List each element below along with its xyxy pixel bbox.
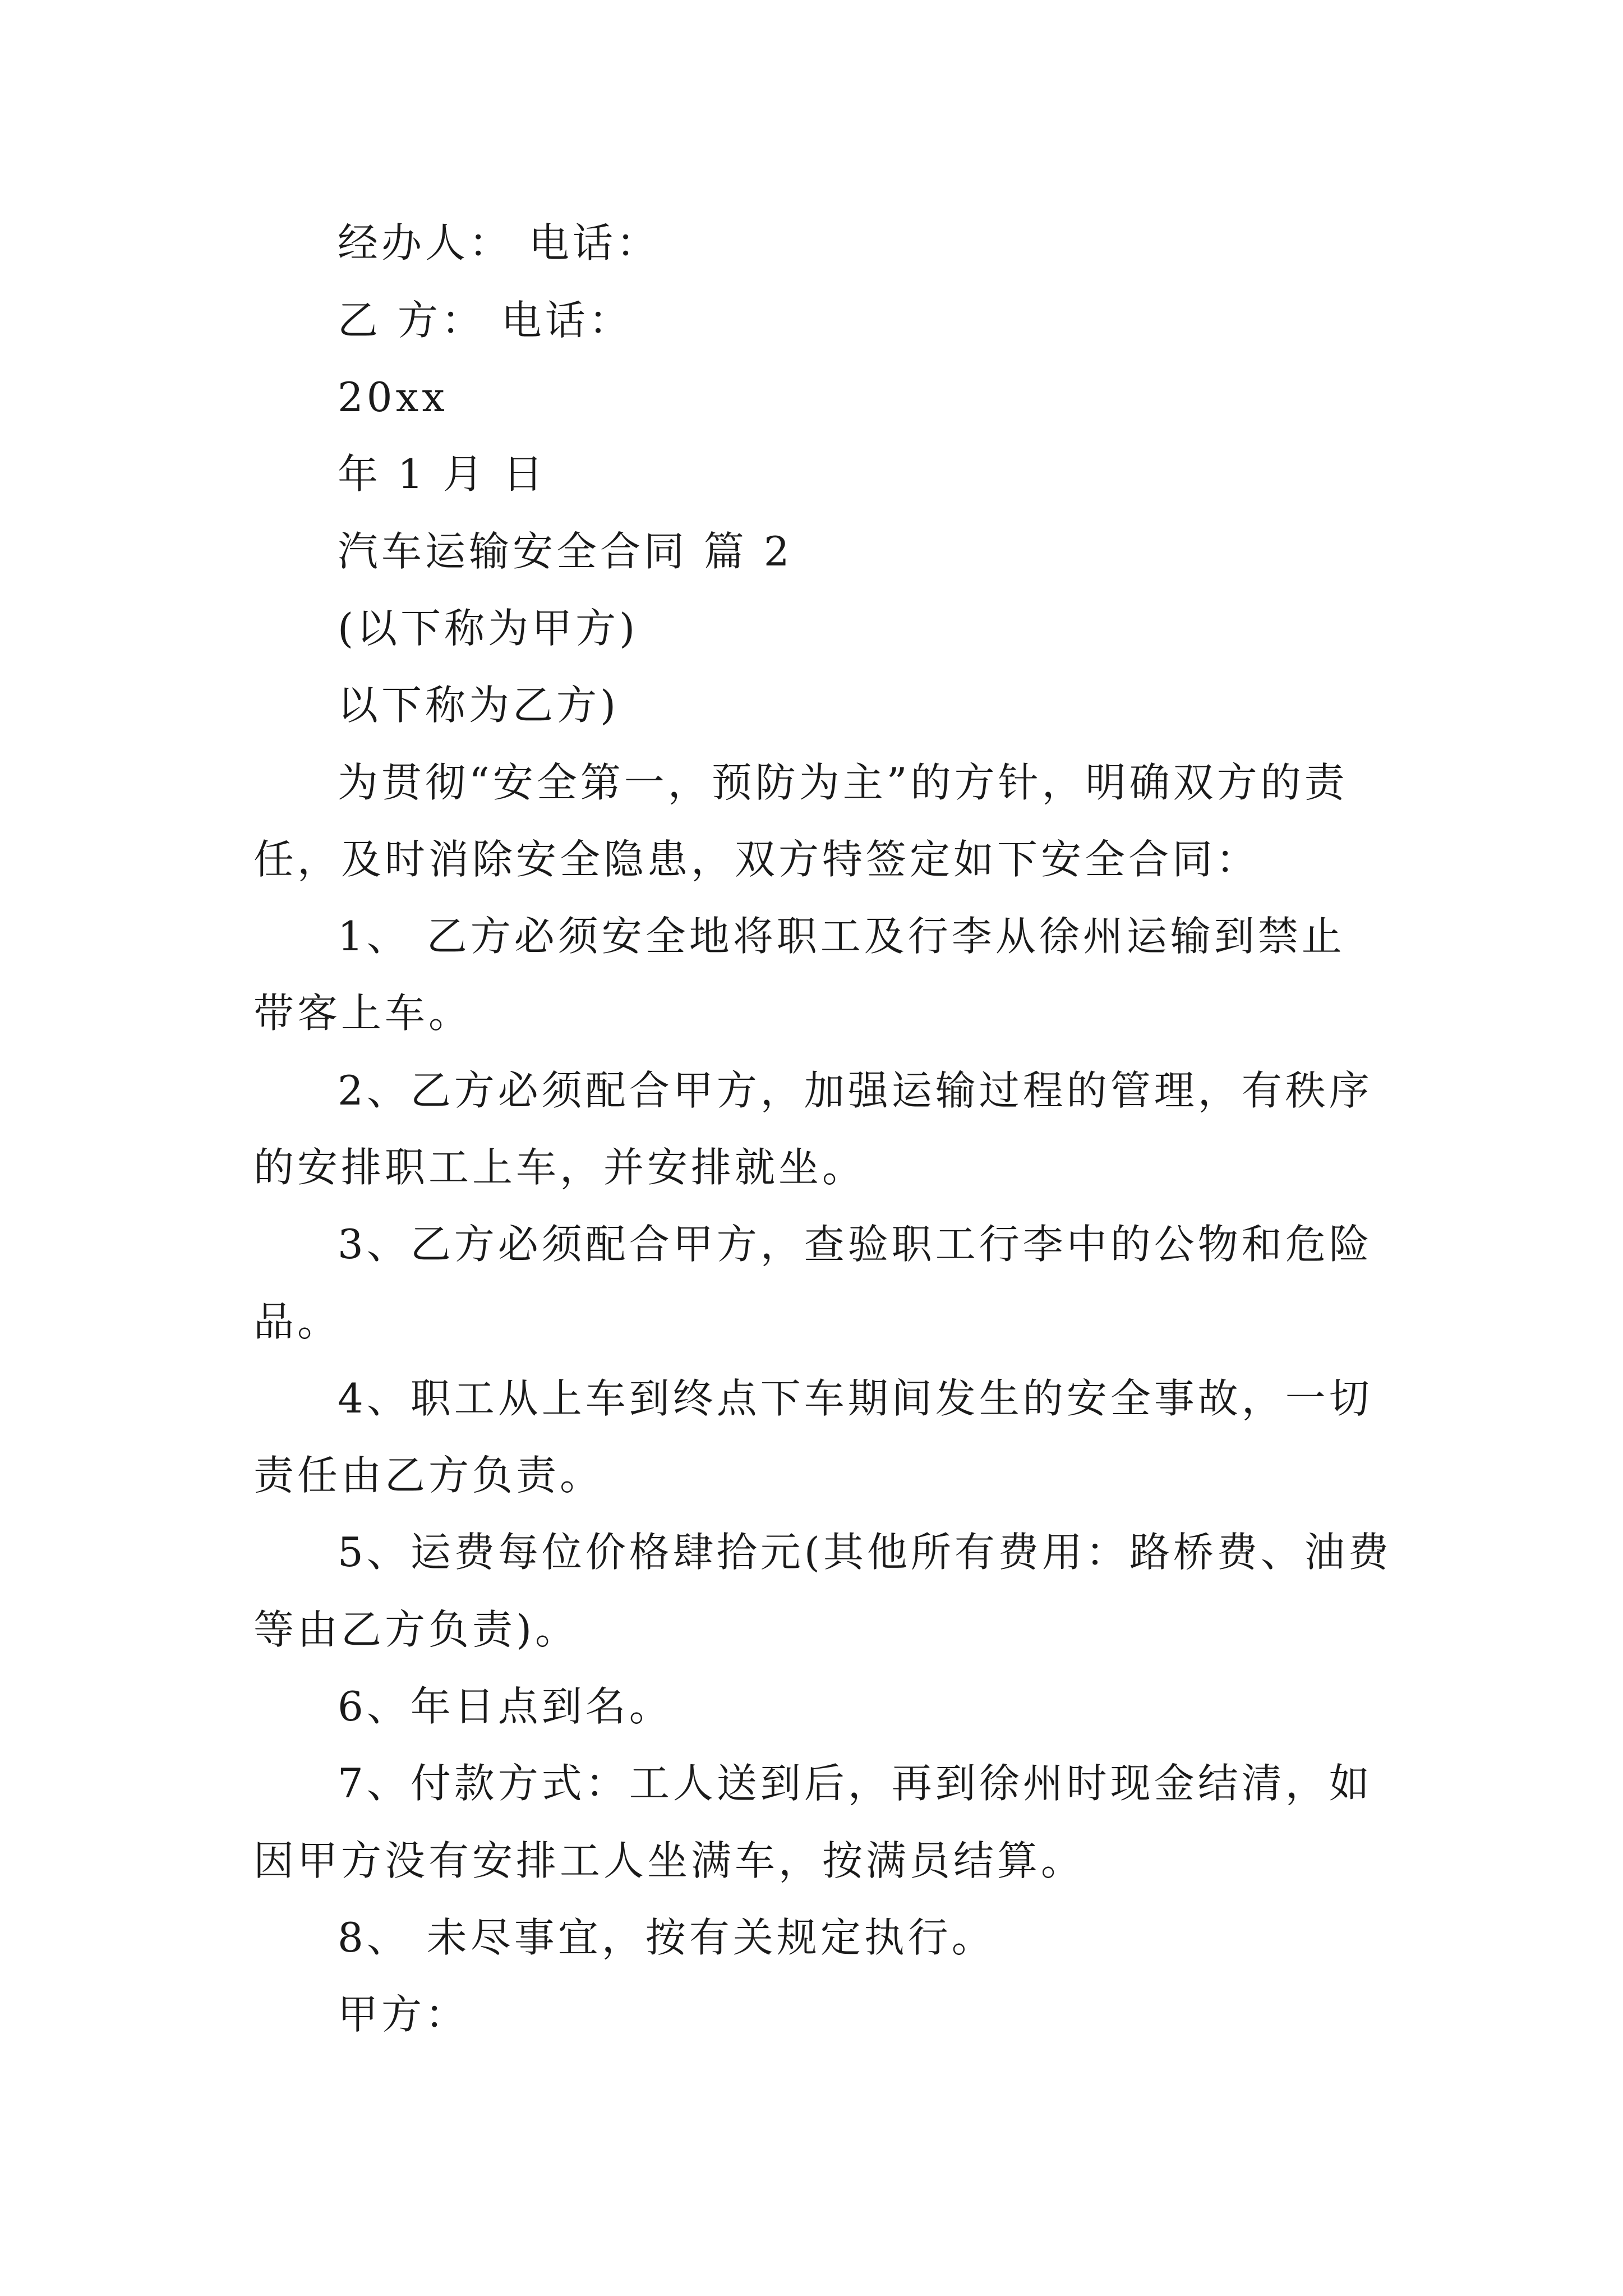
section-title: 汽车运输安全合同 篇 2: [338, 528, 793, 575]
clause-5-line-1: 5、运费每位价格肆拾元(其他所有费用：路桥费、油费: [338, 1529, 1392, 1576]
clause-2-line-2: 的安排职工上车，并安排就坐。: [253, 1144, 866, 1191]
agent-phone-line: 经办人： 电话：: [338, 219, 660, 266]
party-a-label: (以下称为甲方): [338, 605, 639, 652]
intro-paragraph-line-2: 任，及时消除安全隐患，双方特签定如下安全合同：: [253, 836, 1260, 883]
clause-4-line-1: 4、职工从上车到终点下车期间发生的安全事故，一切: [338, 1375, 1373, 1422]
year-line: 20xx: [338, 374, 448, 421]
date-line: 年 1 月 日: [338, 450, 547, 498]
clause-6: 6、年日点到名。: [338, 1683, 673, 1730]
clause-7-line-1: 7、付款方式：工人送到后，再到徐州时现金结清，如: [338, 1760, 1373, 1807]
clause-7-line-2: 因甲方没有安排工人坐满车，按满员结算。: [253, 1837, 1085, 1884]
clause-1-line-1: 1、 乙方必须安全地将职工及行李从徐州运输到禁止: [338, 913, 1345, 960]
clause-4-line-2: 责任由乙方负责。: [253, 1452, 604, 1499]
party-a-signature-label: 甲方：: [338, 1991, 469, 2038]
clause-1-line-2: 带客上车。: [253, 990, 473, 1037]
party-b-phone-line: 乙 方： 电话：: [338, 297, 633, 344]
clause-5-line-2: 等由乙方负责)。: [253, 1606, 579, 1653]
party-b-label: 以下称为乙方): [338, 682, 620, 729]
clause-3-line-1: 3、乙方必须配合甲方，查验职工行李中的公物和危险: [338, 1221, 1373, 1268]
intro-paragraph-line-1: 为贯彻“安全第一，预防为主”的方针，明确双方的责: [338, 759, 1348, 806]
clause-8: 8、 未尽事宜，按有关规定执行。: [338, 1914, 995, 1961]
clause-3-line-2: 品。: [253, 1298, 342, 1345]
clause-2-line-1: 2、乙方必须配合甲方，加强运输过程的管理，有秩序: [338, 1067, 1373, 1114]
